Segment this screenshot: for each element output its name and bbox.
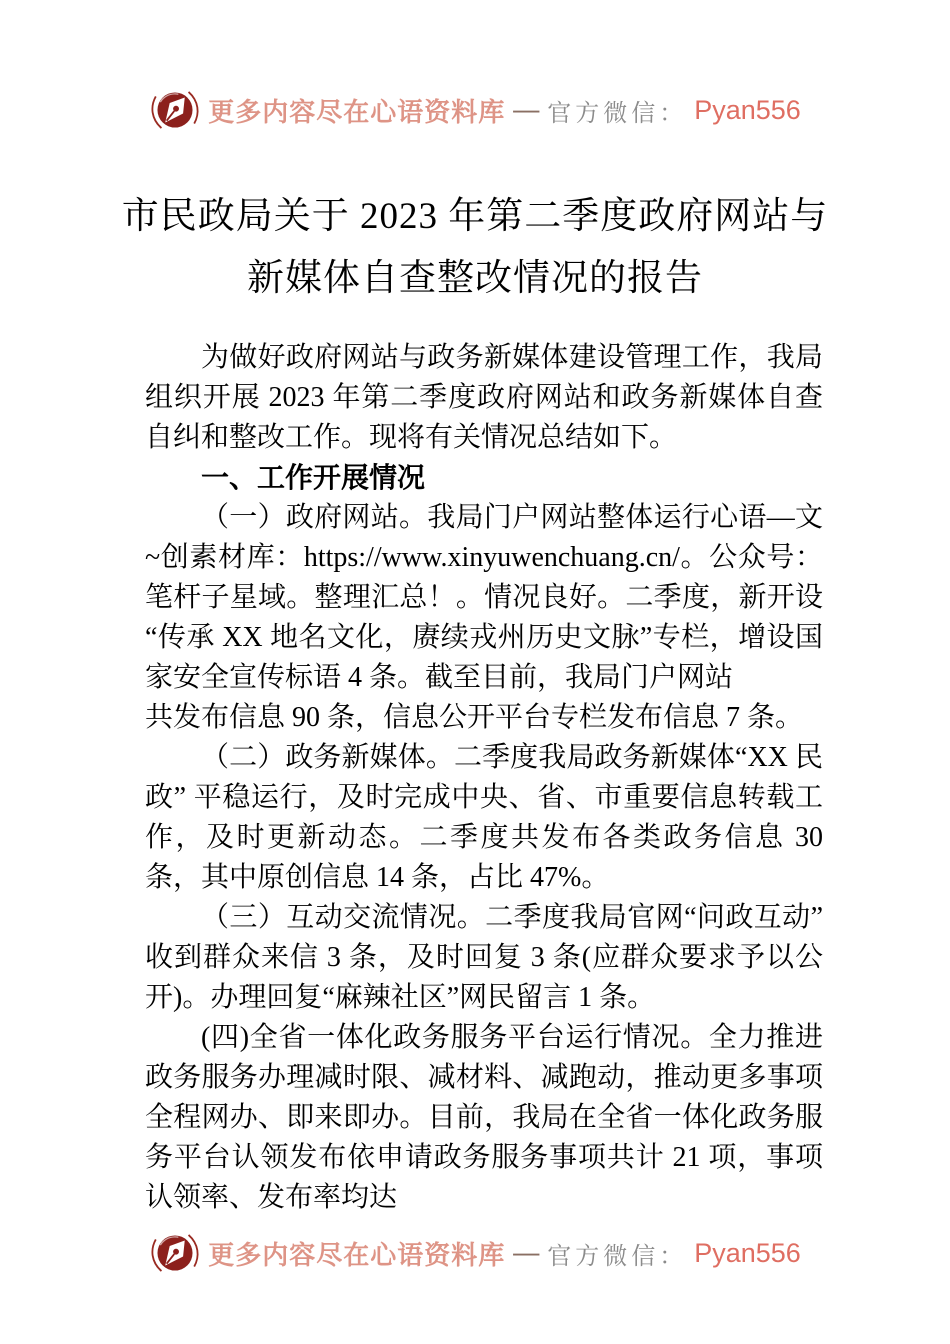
banner-wechat-id: Pyan556: [694, 1237, 801, 1268]
banner-dash: —: [513, 95, 540, 124]
document-title-line1: 市民政局关于 2023 年第二季度政府网站与: [121, 196, 829, 237]
banner-dash: —: [513, 1238, 540, 1267]
paragraph-new-media: （二）政务新媒体。二季度我局政务新媒体“XX 民政” 平稳运行，及时完成中央、省、市重要信息转载工作，及时更新动态。二季度共发布各类政务信息 30 条，其中原创信息 14 条，占比 47%。: [145, 742, 823, 893]
pen-logo-icon: [149, 1229, 201, 1277]
document-title-line2: 新媒体自查整改情况的报告: [247, 258, 703, 299]
paragraph-website: （一）政府网站。我局门户网站整体运行心语—文~创素材库：https://www.xinyuwenchuang.cn/。公众号：笔杆子星域。整理汇总！。情况良好。二季度，新开设“传承 XX 地名文化，赓续戎州历史文脉”专栏，增设国家安全宣传标语 4 条。截至目前，我局门户网站: [145, 502, 823, 693]
document-body: [145, 338, 823, 1218]
paragraph-interaction: （三）互动交流情况。二季度我局官网“问政互动”收到群众来信 3 条，及时回复 3 条(应群众要求予以公开)。办理回复“麻辣社区”网民留言 1 条。: [145, 902, 823, 1013]
paragraph-service-platform: (四)全省一体化政务服务平台运行情况。全力推进政务服务办理减时限、减材料、减跑动，推动更多事项全程网办、即来即办。目前，我局在全省一体化政务服务平台认领发布依申请政务服务事项共计 21 项，事项认领率、发布率均达: [145, 1022, 823, 1213]
pen-logo-icon: [149, 86, 201, 134]
banner-brand-text: 更多内容尽在心语资料库: [208, 97, 506, 127]
paragraph-website-continued: 共发布信息 90 条，信息公开平台专栏发布信息 7 条。: [145, 702, 804, 733]
banner-wechat-id: Pyan556: [694, 94, 801, 125]
watermark-footer: [0, 1229, 950, 1277]
watermark-header: [0, 86, 950, 134]
document-title: [0, 186, 950, 310]
paragraph-intro: 为做好政府网站与政务新媒体建设管理工作，我局组织开展 2023 年第二季度政府网站和政务新媒体自查自纠和整改工作。现将有关情况总结如下。: [145, 342, 823, 453]
banner-wechat-label: 官方微信：: [547, 1243, 688, 1270]
section-heading-1: 一、工作开展情况: [201, 462, 426, 493]
banner-brand-text: 更多内容尽在心语资料库: [208, 1240, 506, 1270]
banner-wechat-label: 官方微信：: [547, 100, 688, 127]
